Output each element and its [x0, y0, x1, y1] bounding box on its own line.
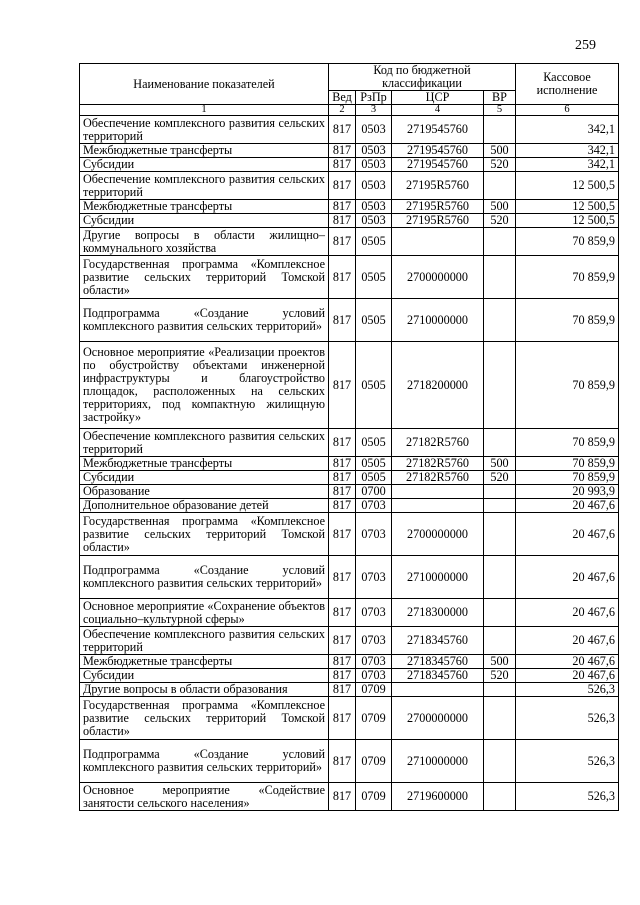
- row-amount-cell: 20 467,6: [516, 669, 619, 683]
- row-vr-cell: [484, 429, 516, 457]
- row-ved-cell: 817: [329, 627, 356, 655]
- row-vr-cell: 520: [484, 669, 516, 683]
- row-ved-cell: 817: [329, 499, 356, 513]
- row-csr-cell: [392, 683, 484, 697]
- row-ved-cell: 817: [329, 158, 356, 172]
- row-vr-cell: [484, 740, 516, 783]
- row-amount-cell: 70 859,9: [516, 457, 619, 471]
- row-amount-cell: 20 467,6: [516, 627, 619, 655]
- row-vr-cell: [484, 513, 516, 556]
- page-number: 259: [575, 38, 596, 53]
- row-rzpr-cell: 0709: [356, 697, 392, 740]
- table-row: [80, 669, 619, 683]
- row-rzpr-cell: 0709: [356, 740, 392, 783]
- row-vr-cell: [484, 342, 516, 429]
- table-row: [80, 627, 619, 655]
- table-row: [80, 655, 619, 669]
- row-rzpr-cell: 0703: [356, 655, 392, 669]
- row-ved-cell: 817: [329, 200, 356, 214]
- row-amount-cell: 526,3: [516, 683, 619, 697]
- row-vr-cell: [484, 683, 516, 697]
- row-csr-cell: [392, 485, 484, 499]
- row-name-cell: Обеспечение комплексного развития сельских территорий: [80, 627, 329, 655]
- row-csr-cell: 27182R5760: [392, 457, 484, 471]
- row-csr-cell: 27182R5760: [392, 429, 484, 457]
- budget-table: [79, 63, 619, 811]
- row-rzpr-cell: 0503: [356, 172, 392, 200]
- row-amount-cell: 20 467,6: [516, 499, 619, 513]
- row-vr-cell: [484, 697, 516, 740]
- row-amount-cell: 20 467,6: [516, 599, 619, 627]
- row-rzpr-cell: 0505: [356, 256, 392, 299]
- row-ved-cell: 817: [329, 429, 356, 457]
- row-csr-cell: 2700000000: [392, 256, 484, 299]
- row-rzpr-cell: 0709: [356, 683, 392, 697]
- table-row: [80, 457, 619, 471]
- row-ved-cell: 817: [329, 214, 356, 228]
- row-name-cell: Обеспечение комплексного развития сельских территорий: [80, 116, 329, 144]
- column-number: 4: [392, 105, 484, 116]
- row-name-cell: Основное мероприятие «Сохранение объектов социально–культурной сферы»: [80, 599, 329, 627]
- row-rzpr-cell: 0503: [356, 158, 392, 172]
- row-ved-cell: 817: [329, 256, 356, 299]
- row-amount-cell: 70 859,9: [516, 299, 619, 342]
- row-vr-cell: 520: [484, 471, 516, 485]
- column-number: 6: [516, 105, 619, 116]
- row-vr-cell: 500: [484, 200, 516, 214]
- row-amount-cell: 12 500,5: [516, 200, 619, 214]
- table-row: [80, 471, 619, 485]
- table-row: [80, 499, 619, 513]
- row-vr-cell: [484, 228, 516, 256]
- table-body: [80, 116, 619, 811]
- row-amount-cell: 342,1: [516, 144, 619, 158]
- row-ved-cell: 817: [329, 683, 356, 697]
- row-csr-cell: 27195R5760: [392, 200, 484, 214]
- row-name-cell: Субсидии: [80, 669, 329, 683]
- table-row: [80, 228, 619, 256]
- row-amount-cell: 70 859,9: [516, 429, 619, 457]
- row-name-cell: Государственная программа «Комплексное развитие сельских территорий Томской области»: [80, 513, 329, 556]
- row-rzpr-cell: 0709: [356, 783, 392, 811]
- row-csr-cell: [392, 228, 484, 256]
- table-row: [80, 783, 619, 811]
- table-row: [80, 697, 619, 740]
- row-vr-cell: [484, 556, 516, 599]
- row-rzpr-cell: 0703: [356, 513, 392, 556]
- row-amount-cell: 526,3: [516, 740, 619, 783]
- header-name: Наименование показателей: [80, 64, 329, 105]
- row-vr-cell: [484, 172, 516, 200]
- row-amount-cell: 70 859,9: [516, 228, 619, 256]
- row-rzpr-cell: 0505: [356, 471, 392, 485]
- row-rzpr-cell: 0503: [356, 200, 392, 214]
- header-rzpr: РзПр: [356, 91, 392, 105]
- row-vr-cell: [484, 783, 516, 811]
- row-rzpr-cell: 0503: [356, 144, 392, 158]
- row-ved-cell: 817: [329, 471, 356, 485]
- row-ved-cell: 817: [329, 299, 356, 342]
- table-row: [80, 172, 619, 200]
- header-ved: Вед: [329, 91, 356, 105]
- row-csr-cell: 2719545760: [392, 158, 484, 172]
- table-row: [80, 214, 619, 228]
- row-vr-cell: 520: [484, 214, 516, 228]
- row-name-cell: Межбюджетные трансферты: [80, 457, 329, 471]
- column-number: 2: [329, 105, 356, 116]
- row-ved-cell: 817: [329, 740, 356, 783]
- row-rzpr-cell: 0700: [356, 485, 392, 499]
- table-row: [80, 342, 619, 429]
- table-row: [80, 429, 619, 457]
- row-rzpr-cell: 0505: [356, 228, 392, 256]
- row-amount-cell: 342,1: [516, 158, 619, 172]
- row-ved-cell: 817: [329, 116, 356, 144]
- table-row: [80, 144, 619, 158]
- row-rzpr-cell: 0703: [356, 599, 392, 627]
- table-row: [80, 299, 619, 342]
- row-rzpr-cell: 0505: [356, 457, 392, 471]
- row-vr-cell: [484, 499, 516, 513]
- table-row: [80, 116, 619, 144]
- row-rzpr-cell: 0703: [356, 669, 392, 683]
- row-amount-cell: 12 500,5: [516, 172, 619, 200]
- row-vr-cell: [484, 627, 516, 655]
- row-ved-cell: 817: [329, 655, 356, 669]
- row-name-cell: Обеспечение комплексного развития сельских территорий: [80, 172, 329, 200]
- table-row: [80, 513, 619, 556]
- row-csr-cell: 2710000000: [392, 740, 484, 783]
- row-ved-cell: 817: [329, 457, 356, 471]
- row-csr-cell: 2719545760: [392, 144, 484, 158]
- row-vr-cell: 500: [484, 655, 516, 669]
- row-csr-cell: 2718300000: [392, 599, 484, 627]
- row-name-cell: Субсидии: [80, 158, 329, 172]
- header-cash-execution: Кассовое исполнение: [516, 64, 619, 105]
- row-amount-cell: 12 500,5: [516, 214, 619, 228]
- table-row: [80, 256, 619, 299]
- row-name-cell: Образование: [80, 485, 329, 499]
- row-amount-cell: 20 467,6: [516, 556, 619, 599]
- row-name-cell: Субсидии: [80, 214, 329, 228]
- row-name-cell: Подпрограмма «Создание условий комплексного развития сельских территорий»: [80, 556, 329, 599]
- table-row: [80, 200, 619, 214]
- row-csr-cell: 2718345760: [392, 669, 484, 683]
- row-name-cell: Межбюджетные трансферты: [80, 200, 329, 214]
- row-ved-cell: 817: [329, 599, 356, 627]
- row-amount-cell: 526,3: [516, 783, 619, 811]
- row-amount-cell: 70 859,9: [516, 471, 619, 485]
- row-vr-cell: [484, 599, 516, 627]
- row-ved-cell: 817: [329, 144, 356, 158]
- column-number: 5: [484, 105, 516, 116]
- row-csr-cell: 2718345760: [392, 655, 484, 669]
- table-row: [80, 683, 619, 697]
- row-name-cell: Дополнительное образование детей: [80, 499, 329, 513]
- row-ved-cell: 817: [329, 783, 356, 811]
- row-name-cell: Другие вопросы в области образования: [80, 683, 329, 697]
- row-csr-cell: 2719545760: [392, 116, 484, 144]
- column-number: 3: [356, 105, 392, 116]
- row-name-cell: Основное мероприятие «Реализации проектов по обустройству объектами инженерной инфраструктуры и благоустройство площадок, расположенных на сельских территориях, под компактную жилищную застройку»: [80, 342, 329, 429]
- table-header: [80, 64, 619, 116]
- row-name-cell: Межбюджетные трансферты: [80, 655, 329, 669]
- row-vr-cell: [484, 485, 516, 499]
- row-csr-cell: [392, 499, 484, 513]
- row-rzpr-cell: 0505: [356, 429, 392, 457]
- row-rzpr-cell: 0505: [356, 342, 392, 429]
- row-name-cell: Обеспечение комплексного развития сельских территорий: [80, 429, 329, 457]
- row-name-cell: Субсидии: [80, 471, 329, 485]
- row-csr-cell: 2710000000: [392, 299, 484, 342]
- row-amount-cell: 20 993,9: [516, 485, 619, 499]
- row-name-cell: Государственная программа «Комплексное развитие сельских территорий Томской области»: [80, 697, 329, 740]
- row-name-cell: Подпрограмма «Создание условий комплексного развития сельских территорий»: [80, 740, 329, 783]
- row-csr-cell: 2719600000: [392, 783, 484, 811]
- row-ved-cell: 817: [329, 669, 356, 683]
- row-csr-cell: 2718200000: [392, 342, 484, 429]
- row-amount-cell: 70 859,9: [516, 342, 619, 429]
- header-classification: Код по бюджетной классификации: [329, 64, 516, 91]
- row-ved-cell: 817: [329, 342, 356, 429]
- row-name-cell: Подпрограмма «Создание условий комплексного развития сельских территорий»: [80, 299, 329, 342]
- table-row: [80, 556, 619, 599]
- row-vr-cell: 500: [484, 144, 516, 158]
- row-rzpr-cell: 0703: [356, 627, 392, 655]
- row-amount-cell: 20 467,6: [516, 655, 619, 669]
- row-rzpr-cell: 0703: [356, 556, 392, 599]
- row-name-cell: Государственная программа «Комплексное развитие сельских территорий Томской области»: [80, 256, 329, 299]
- row-name-cell: Основное мероприятие «Содействие занятости сельского населения»: [80, 783, 329, 811]
- row-ved-cell: 817: [329, 556, 356, 599]
- row-vr-cell: 520: [484, 158, 516, 172]
- row-name-cell: Другие вопросы в области жилищно–коммунального хозяйства: [80, 228, 329, 256]
- row-rzpr-cell: 0503: [356, 214, 392, 228]
- header-vr: ВР: [484, 91, 516, 105]
- header-csr: ЦСР: [392, 91, 484, 105]
- row-csr-cell: 2700000000: [392, 697, 484, 740]
- row-ved-cell: 817: [329, 485, 356, 499]
- table-row: [80, 599, 619, 627]
- row-vr-cell: [484, 299, 516, 342]
- column-number-row: [80, 105, 619, 116]
- row-vr-cell: [484, 116, 516, 144]
- row-ved-cell: 817: [329, 697, 356, 740]
- row-amount-cell: 70 859,9: [516, 256, 619, 299]
- table-row: [80, 158, 619, 172]
- table-row: [80, 485, 619, 499]
- row-rzpr-cell: 0505: [356, 299, 392, 342]
- row-csr-cell: 27195R5760: [392, 214, 484, 228]
- row-csr-cell: 27195R5760: [392, 172, 484, 200]
- row-csr-cell: 2700000000: [392, 513, 484, 556]
- row-ved-cell: 817: [329, 513, 356, 556]
- row-vr-cell: 500: [484, 457, 516, 471]
- row-rzpr-cell: 0703: [356, 499, 392, 513]
- table-row: [80, 740, 619, 783]
- row-vr-cell: [484, 256, 516, 299]
- row-ved-cell: 817: [329, 172, 356, 200]
- row-amount-cell: 342,1: [516, 116, 619, 144]
- row-csr-cell: 2710000000: [392, 556, 484, 599]
- row-amount-cell: 20 467,6: [516, 513, 619, 556]
- row-csr-cell: 2718345760: [392, 627, 484, 655]
- row-csr-cell: 27182R5760: [392, 471, 484, 485]
- row-amount-cell: 526,3: [516, 697, 619, 740]
- row-ved-cell: 817: [329, 228, 356, 256]
- row-name-cell: Межбюджетные трансферты: [80, 144, 329, 158]
- row-rzpr-cell: 0503: [356, 116, 392, 144]
- column-number: 1: [80, 105, 329, 116]
